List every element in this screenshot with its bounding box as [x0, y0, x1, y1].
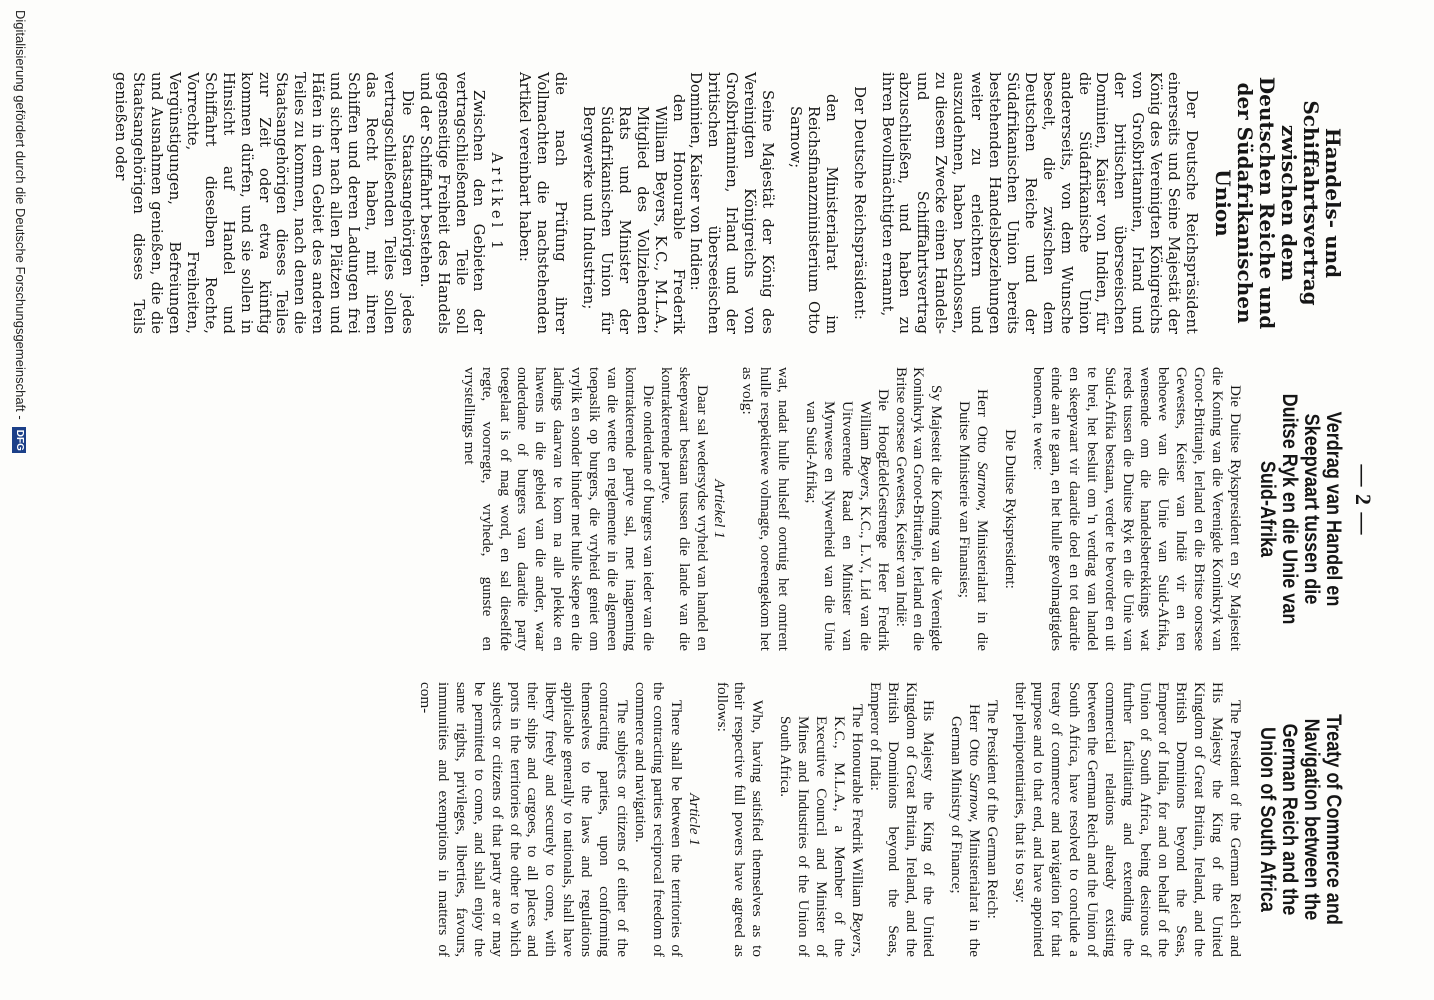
english-king-label: His Majesty the King of the United Kingdom of Great Britain, Ireland, and the British Dominions beyond the Seas, Emperor of India: — [866, 682, 938, 957]
german-article-para-2: Die Staatsangehörigen jedes vertragschließenden Teiles sollen das Recht haben, mit ihren Schiffen und deren Ladungen frei und sicher nach allen Plätzen und Häfen in dem Gebiet des anderen Teiles zu kommen, nach denen die Staatsangehörigen dieses Teiles zur Zeit oder etwa künftig kommen dürfen, und sie sollen in Hinsicht auf Handel und Schiffahrt dieselben Rechte, Vorrechte, Freiheiten, Vergünstigungen, Befreiungen und Ausnahmen genießen, die die Staatsangehörigen dieses Teils genießen oder — [112, 72, 416, 334]
german-king-label: Seine Majestät der König des Vereinigten Königreichs von Großbritannien, Irland und der britischen überseeischen Dominien, Kaiser von Indien: — [687, 72, 777, 334]
dfg-logo: DFG — [12, 427, 26, 453]
german-article-heading: Artikel 1 — [488, 152, 506, 254]
afrikaans-president-label: Die Duitse Rykspresident: — [1002, 429, 1020, 589]
english-preamble: The President of the German Reich and His Majesty the King of the United Kingdom of Great Britain, Ireland, and the British Dominions beyond the Seas, Emperor of India, for and on behalf of the Union of South Africa, being desirous of further facilitating and extending the commercial relations already existing between the German Reich and the Union of South Africa, have resolved to conclude a treaty of commerce and navigation for that purpose and to that end, and have appointed their plenipotentiaries, that is to say: — [1012, 682, 1244, 957]
afrikaans-king-delegate: Die HoogEdelGestrenge Heer Fredrik William Beyers, K.C., L.V., Lid van die Uitvoerende Raad en Minister van Mynwese en Nywerheid van die Unie van Suid-Afrika; — [803, 389, 892, 651]
afrikaans-preamble: Die Duitse Rykspresident en Sy Majesteit die Koning van die Verenigde Koninkryk van Groot-Brittanje, Ierland en die Britse oorsese Gewestes, Keiser van Indië vir en ten behoewe van die Unie van Suid-Afrika, wensende om die handelsbetrekkings wat reeds tussen die Duitse Ryk en die Unie van Suid-Afrika bestaan, verder te bevorder en uit te brei, het besluit om 'n verdrag van handel en skeepvaart vir daardie doel en tot daardie einde aan te gaan, en het hulle gevolmagtigdes benoem, te wete: — [1030, 367, 1244, 651]
digitization-credit — [12, 10, 28, 453]
english-title: Treaty of Commerce and Navigation between the German Reich and the Union of South Africa — [1256, 714, 1345, 925]
page-number: — 2 — — [1351, 464, 1376, 536]
english-article-para-1: There shall be between the territories of the contracting parties reciprocal freedom of commerce and navigation. — [631, 682, 685, 957]
digitization-credit-text: Digitalisierung gefördert durch die Deutsche Forschungsgemeinschaft - — [13, 10, 28, 420]
afrikaans-closing: wat, nadat hulle hulself oortuig het omtrent hulle respektiewe volmagte, ooreengekom het as volg: — [739, 367, 793, 651]
german-preamble: Der Deutsche Reichspräsident einerseits und Seine Majestät der König des Vereinigten Königreichs von Großbritannien, Irland und der britischen überseeischen Dominien, Kaiser von Indien, für die Südafrikanische Union andererseits, von dem Wunsche beseelt, die zwischen dem Deutschen Reiche und der Südafrikanischen Union bereits bestehenden Handelsbeziehungen weiter zu erleichtern und auszudehnen, haben beschlossen, zu diesem Zwecke einen Handels- und Schifffahrtsvertrag abzuschließen, und haben zu ihren Bevollmächtigten ernannt, — [878, 72, 1200, 334]
afrikaans-king-label: Sy Majesteit die Koning van die Verenigde Koninkryk van Groot-Brittanje, Ierland en die Britse oorsese Gewestes, Keiser van Indië: — [892, 367, 946, 651]
german-article-para-1: Zwischen den Gebieten der vertragschließenden Teile soll gegenseitige Freiheit des Handels und der Schiffahrt bestehen. — [416, 72, 488, 334]
afrikaans-president-delegate: Herr Otto Sarnow, Ministerialrat in die Duitse Ministerie van Finansies; — [956, 389, 992, 651]
afrikaans-article-para-2: Die onderdane of burgers van ieder van die kontrakterende partye sal, met inagneming van die wette en reglemente in die algemeen toepaslik op burgers, die vryheid geniet om vrylik en sonder hinder met hulle skepe en die ladings daarvan te kom na alle plekke en hawens in die gebied van die ander, waar onderdane of burgers van daardie party toegelaat is of mag word, en sal dieselfde regte, voorregte, vryhede, gunste en vrystellings met — [460, 367, 657, 651]
afrikaans-title: Verdrag van Handel en Skeepvaart tussen die Duitse Ryk en die Unie van Suid-Afrika — [1256, 393, 1345, 625]
german-president-label: Der Deutsche Reichspräsident: — [850, 86, 868, 320]
english-president-delegate: Herr Otto Sarnow, Ministerialrat in the German Ministry of Finance; — [948, 704, 984, 958]
german-king-delegate: den Honourable Frederik William Beyers, K.C., M.L.A., Mitglied des Vollziehenden Rats und Minister der Südafrikanischen Union für Bergwerke und Industrien; — [580, 94, 687, 334]
english-article-heading: Article 1 — [685, 793, 703, 846]
german-column — [111, 72, 1344, 334]
english-article-para-2: The subjects or citizens of either of the contracting parties, upon conforming themselves to the laws and regulations applicable generally to nationals, shall have liberty freely and securely to come, with their ships and cargoes, to all places and ports in the territories of the other to which subjects or citizens of that party are or may be permitted to come, and shall enjoy the same rights, privileges, liberties, favours, immunities and exemptions in matters of com- — [417, 682, 631, 957]
afrikaans-article-heading: Artiekel 1 — [711, 479, 729, 539]
afrikaans-column — [460, 367, 1344, 651]
english-closing: Who, having satisfied themselves as to their respective full powers have agreed as follows: — [713, 682, 767, 957]
english-president-label: The President of the German Reich: — [984, 700, 1002, 919]
german-closing: die nach Prüfung ihrer Vollmachten die nachstehenden Artikel vereinbart haben: — [516, 72, 570, 334]
english-column — [416, 682, 1344, 957]
german-president-delegate: den Ministerialrat im Reichsfinanzministerium Otto Sarnow; — [786, 94, 840, 334]
german-title: Handels- und Schiffahrtsvertrag zwischen dem Deutschen Reiche und der Südafrikanischen Union — [1211, 76, 1345, 330]
afrikaans-article-para-1: Daar sal wedersydse vryheid van handel en skeepvaart bestaan tussen die lande van die kontrakterende partye. — [657, 367, 711, 651]
english-king-delegate: The Honourable Fredrik William Beyers, K.C., M.L.A., a Member of the Executive Council and Minister of Mines and Industries of the Union of South Africa. — [777, 704, 866, 957]
